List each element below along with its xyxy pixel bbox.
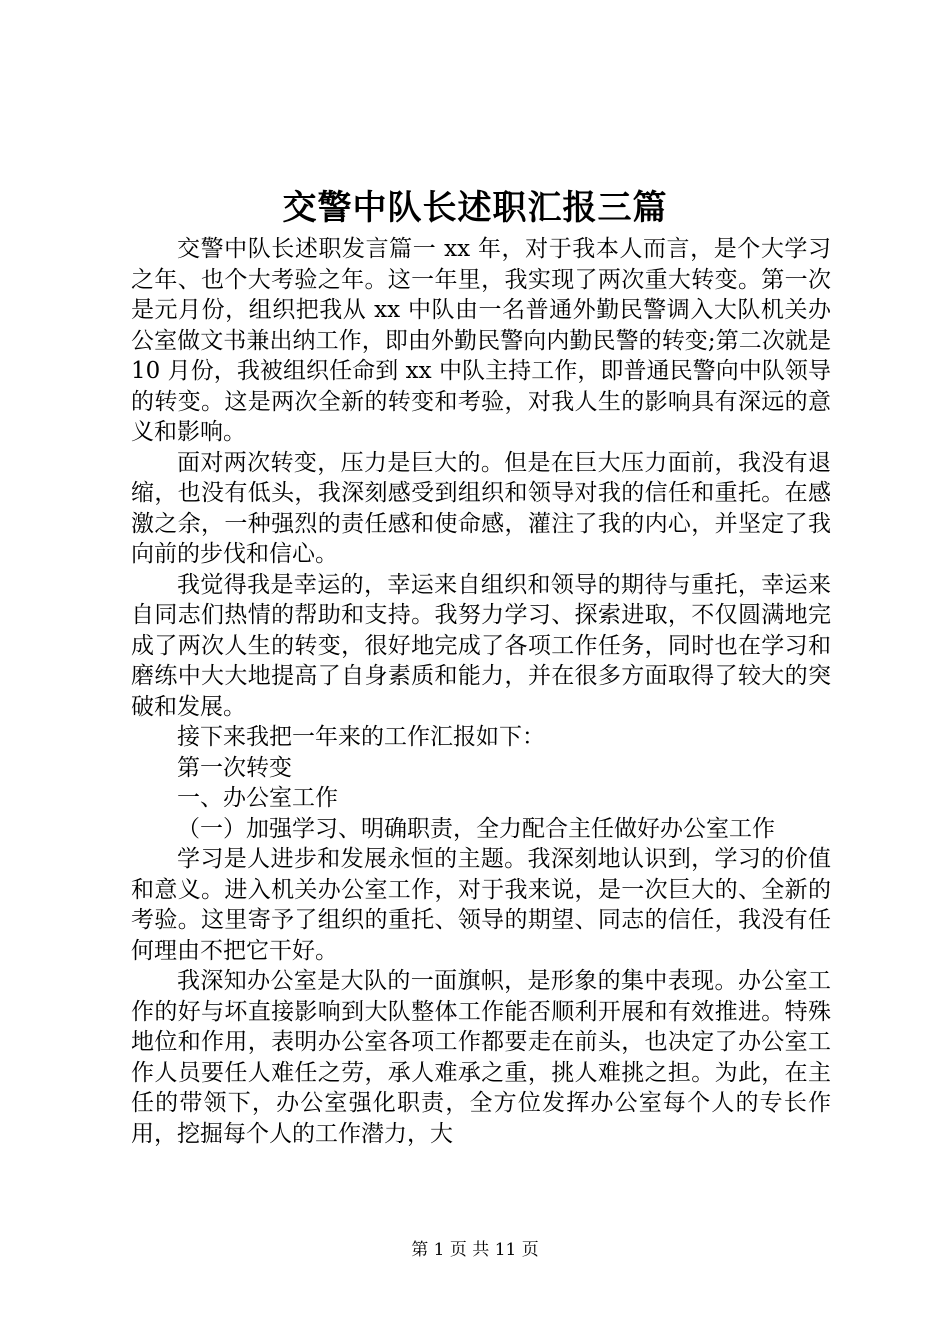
subsection-heading-1: （一）加强学习、明确职责，全力配合主任做好办公室工作 xyxy=(177,815,775,842)
paragraph-6: 我深知办公室是大队的一面旗帜，是形象的集中表现。办公室工作的好与坏直接影响到大队整体工作能否顺利开展和有效推进。特殊地位和作用，表明办公室各项工作都要走在前头，也决定了办公室工作人员要任人难任之劳，承人难承之重，挑人难挑之担。为此，在主任的带领下，办公室强化职责，全方位发挥办公室每个人的专长作用，挖掘每个人的工作潜力，大 xyxy=(131,968,831,1147)
paragraph-3: 我觉得我是幸运的，幸运来自组织和领导的期待与重托，幸运来自同志们热情的帮助和支持。我努力学习、探索进取，不仅圆满地完成了两次人生的转变，很好地完成了各项工作任务，同时也在学习和磨练中大大地提高了自身素质和能力，并在很多方面取得了较大的突破和发展。 xyxy=(131,571,831,720)
document-body xyxy=(131,234,831,1149)
section-heading-office-work: 一、办公室工作 xyxy=(177,785,338,811)
paragraph-4: 接下来我把一年来的工作汇报如下： xyxy=(177,724,545,750)
document-title: 交警中队长述职汇报三篇 xyxy=(282,188,668,228)
paragraph-2: 面对两次转变，压力是巨大的。但是在巨大压力面前，我没有退缩，也没有低头，我深刻感受到组织和领导对我的信任和重托。在感激之余，一种强烈的责任感和使命感，灌注了我的内心，并坚定了我向前的步伐和信心。 xyxy=(131,449,831,567)
section-heading-first-change: 第一次转变 xyxy=(177,754,292,781)
paragraph-5: 学习是人进步和发展永恒的主题。我深刻地认识到，学习的价值和意义。进入机关办公室工作，对于我来说，是一次巨大的、全新的考验。这里寄予了组织的重托、领导的期望、同志的信任，我没有任何理由不把它干好。 xyxy=(131,846,831,964)
page-footer: 第 1 页 共 11 页 xyxy=(411,1240,539,1260)
paragraph-1: 交警中队长述职发言篇一 xx 年，对于我本人而言，是个大学习之年、也个大考验之年。这一年里，我实现了两次重大转变。第一次是元月份，组织把我从 xx 中队由一名普通外勤民警调入大队机关办公室做文书兼出纳工作，即由外勤民警向内勤民警的转变;第二次就是 10 月份，我被组织任命到 xx 中队主持工作，即普通民警向中队领导的转变。这是两次全新的转变和考验，对我人生的影响具有深远的意义和影响。 xyxy=(131,236,831,445)
